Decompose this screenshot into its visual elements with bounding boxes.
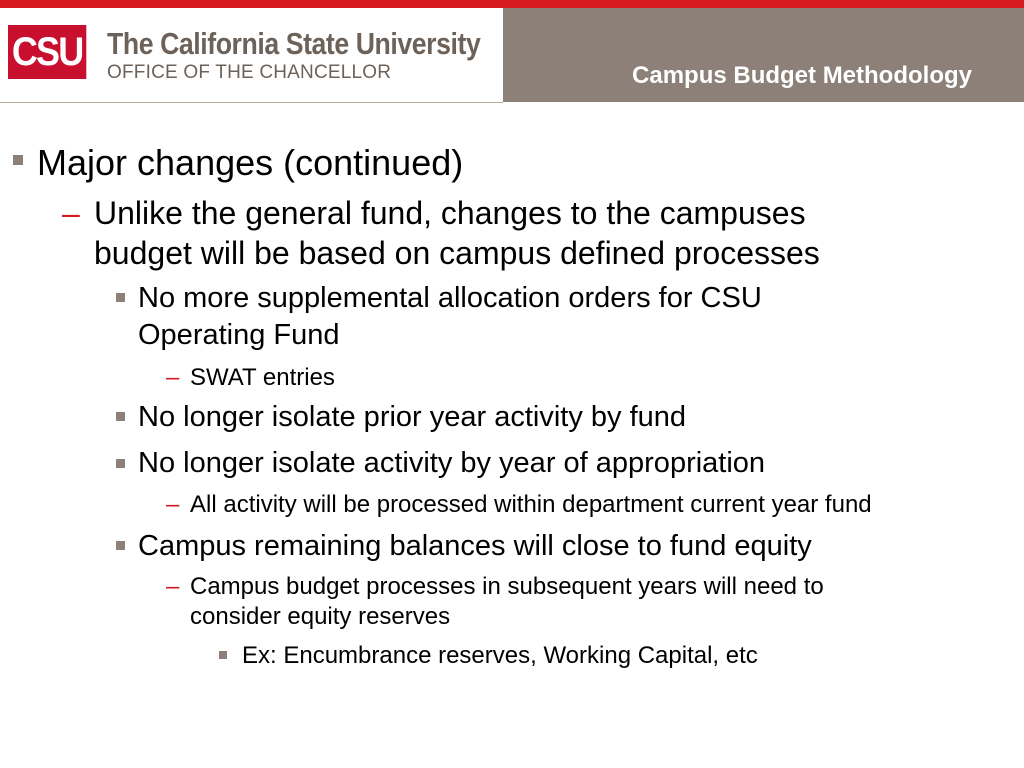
bullet-major-changes: Major changes (continued) [37, 142, 464, 183]
csu-logo: CSU [8, 25, 86, 79]
bullet-supplemental-line2: Operating Fund [138, 319, 340, 351]
dash-bullet-icon: – [166, 364, 180, 391]
university-name: The California State University [107, 26, 481, 61]
bullet-remaining-balances: Campus remaining balances will close to fund equity [138, 530, 812, 562]
dash-bullet-icon: – [62, 195, 80, 231]
bullet-year-appropriation: No longer isolate activity by year of appropriation [138, 447, 766, 479]
slide-title: Campus Budget Methodology [632, 62, 972, 89]
bullet-swat-entries: SWAT entries [190, 364, 335, 391]
bullet-general-fund-line1: Unlike the general fund, changes to the campuses [94, 195, 806, 231]
bullet-prior-year: No longer isolate prior year activity by fund [138, 401, 687, 433]
bullet-budget-processes-line2: consider equity reserves [190, 603, 451, 630]
bullet-supplemental-line1: No more supplemental allocation orders for CSU [138, 282, 762, 314]
bullet-general-fund-line2: budget will be based on campus defined processes [94, 235, 820, 271]
dash-bullet-icon: – [166, 573, 180, 600]
bullet-budget-processes-line1: Campus budget processes in subsequent years will need to [190, 573, 824, 600]
office-name: OFFICE OF THE CHANCELLOR [107, 62, 392, 83]
bullet-all-activity: All activity will be processed within department current year fund [190, 491, 872, 518]
dash-bullet-icon: – [166, 491, 180, 518]
square-bullet-icon [116, 293, 125, 302]
square-bullet-icon [219, 651, 227, 659]
bullet-example-reserves: Ex: Encumbrance reserves, Working Capital, etc [242, 642, 758, 669]
square-bullet-icon [116, 459, 125, 468]
square-bullet-icon [13, 155, 23, 165]
square-bullet-icon [116, 541, 125, 550]
square-bullet-icon [116, 412, 125, 421]
